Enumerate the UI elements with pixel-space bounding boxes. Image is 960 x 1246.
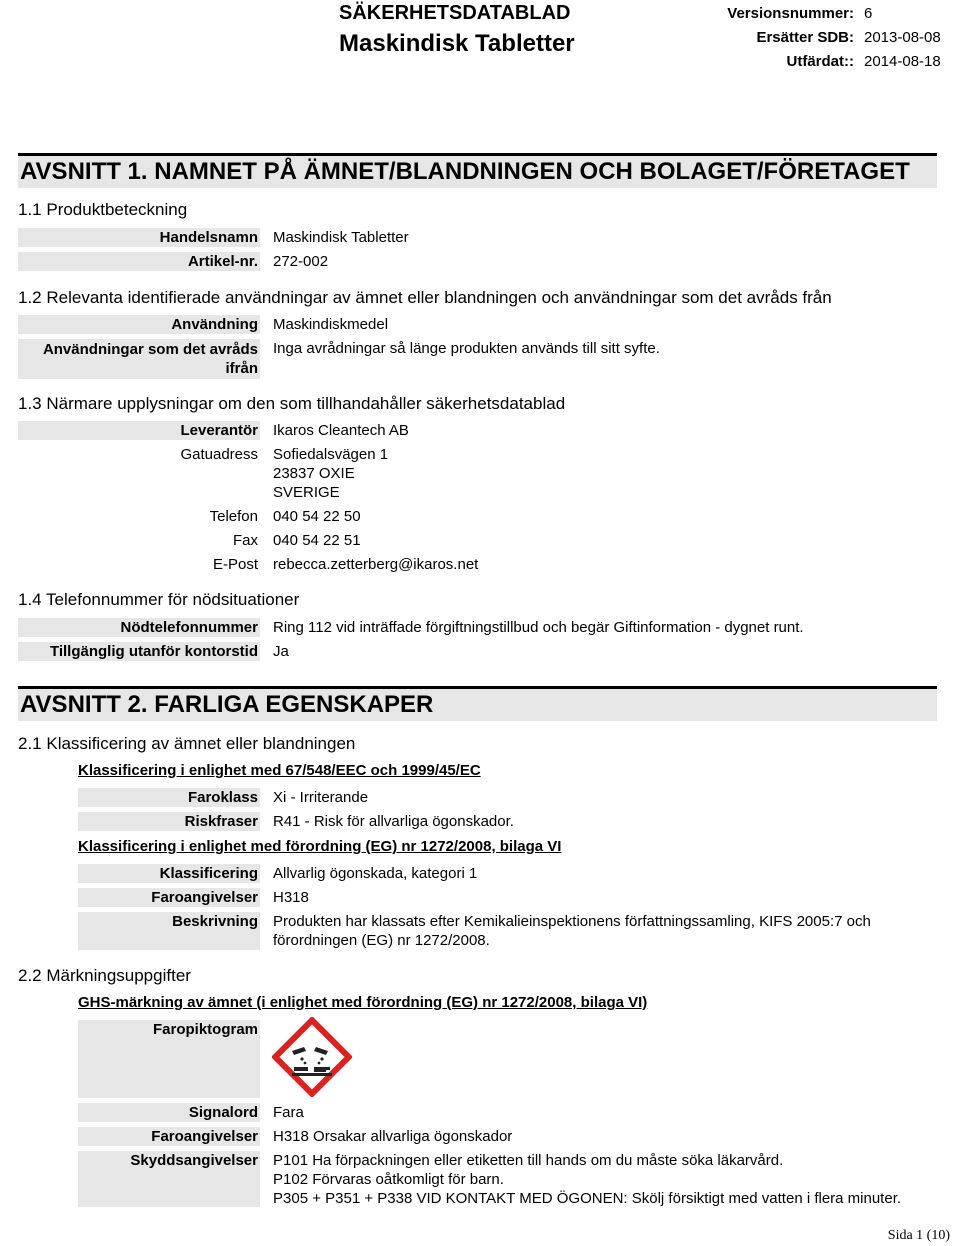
- row-fax: [18, 531, 937, 550]
- version-label: Versionsnummer:: [727, 5, 854, 22]
- document-type: SÄKERHETSDATABLAD: [339, 2, 571, 24]
- row-gatuadress: [18, 445, 937, 502]
- row-tillganglig: [18, 642, 937, 661]
- epost-value: rebecca.zetterberg@ikaros.net: [273, 556, 479, 573]
- subsection-2-2: 2.2 Märkningsuppgifter: [18, 966, 191, 985]
- subsection-1-4: 1.4 Telefonnummer för nödsituationer: [18, 590, 300, 609]
- telefon-value: 040 54 22 50: [273, 508, 361, 525]
- section-2-title: AVSNITT 2. FARLIGA EGENSKAPER: [18, 686, 937, 721]
- tillganglig-value: Ja: [273, 643, 289, 660]
- beskrivning-label: Beskrivning: [78, 912, 260, 950]
- avrads-value: Inga avrådningar så länge produkten används till sitt syfte.: [273, 340, 660, 357]
- signalord-label: Signalord: [78, 1103, 260, 1122]
- tillganglig-label: Tillgänglig utanför kontorstid: [18, 642, 260, 661]
- riskfraser-label: Riskfraser: [78, 812, 260, 831]
- artikel-label: Artikel-nr.: [18, 252, 260, 271]
- replaces-value: 2013-08-08: [864, 29, 941, 46]
- avrads-label-line2: ifrån: [225, 360, 258, 377]
- ghs05-corrosion-icon: [272, 1017, 352, 1097]
- row-nodtelefon: [18, 618, 937, 637]
- gatuadress-line3: SVERIGE: [273, 484, 340, 501]
- row-telefon: [18, 507, 937, 526]
- riskfraser-value: R41 - Risk för allvarliga ögonskador.: [273, 813, 514, 830]
- gatuadress-line1: Sofiedalsvägen 1: [273, 446, 389, 463]
- anvandning-value: Maskindiskmedel: [273, 316, 389, 333]
- faroklass-label: Faroklass: [78, 788, 260, 807]
- skyddsangivelser-label: Skyddsangivelser: [78, 1151, 260, 1207]
- handelsnamn-value: Maskindisk Tabletter: [273, 229, 409, 246]
- row-riskfraser: [18, 812, 937, 831]
- header-meta: [727, 2, 944, 74]
- row-faroangivelser: [18, 888, 937, 907]
- row-epost: [18, 555, 937, 574]
- version-value: 6: [864, 5, 873, 22]
- row-artikel: [18, 252, 937, 271]
- row-klassificering: [18, 864, 937, 883]
- row-anvandning: [18, 315, 937, 334]
- issued-value: 2014-08-18: [864, 53, 941, 70]
- product-title: Maskindisk Tabletter: [339, 30, 575, 57]
- signalord-value: Fara: [273, 1104, 304, 1121]
- artikel-value: 272-002: [273, 253, 329, 270]
- telefon-label: Telefon: [209, 508, 258, 525]
- leverantor-value: Ikaros Cleantech AB: [273, 422, 409, 439]
- beskrivning-line1: Produkten har klassats efter Kemikalieinspektionens författningssamling, KIFS 2005:7 och: [273, 913, 871, 930]
- beskrivning-value: [260, 912, 871, 950]
- klassificering-value: Allvarlig ögonskada, kategori 1: [273, 865, 478, 882]
- fax-value: 040 54 22 51: [273, 532, 361, 549]
- row-avrads: [18, 339, 937, 379]
- subsection-1-2: 1.2 Relevanta identifierade användningar av ämnet eller blandningen och användningar som det avråds från: [18, 288, 832, 307]
- row-faroklass: [18, 788, 937, 807]
- faroangivelser-value: H318: [273, 889, 309, 906]
- section-1-title: AVSNITT 1. NAMNET PÅ ÄMNET/BLANDNINGEN OCH BOLAGET/FÖRETAGET: [18, 153, 937, 188]
- row-faroangivelser-2: [18, 1127, 937, 1146]
- klassificering-label: Klassificering: [78, 864, 260, 883]
- subsection-1-3: 1.3 Närmare upplysningar om den som tillhandahåller säkerhetsdatablad: [18, 394, 566, 413]
- beskrivning-line2: förordningen (EG) nr 1272/2008.: [273, 932, 490, 949]
- gatuadress-line2: 23837 OXIE: [273, 465, 355, 482]
- avrads-label: [18, 339, 260, 379]
- subsection-2-1: 2.1 Klassificering av ämnet eller blandningen: [18, 734, 356, 753]
- faroklass-value: Xi - Irriterande: [273, 789, 369, 806]
- row-leverantor: [18, 421, 937, 440]
- fax-label: Fax: [232, 532, 258, 549]
- skyddsangivelser-line2: P102 Förvaras oåtkomligt för barn.: [273, 1171, 504, 1188]
- faroangivelser-label: Faroangivelser: [78, 888, 260, 907]
- faropiktogram-label: Faropiktogram: [78, 1020, 260, 1098]
- row-handelsnamn: [18, 228, 937, 247]
- faroangivelser-2-label: Faroangivelser: [78, 1127, 260, 1146]
- row-skyddsangivelser: [18, 1151, 937, 1208]
- row-signalord: [18, 1103, 937, 1122]
- handelsnamn-label: Handelsnamn: [18, 228, 260, 247]
- skyddsangivelser-line3: P305 + P351 + P338 VID KONTAKT MED ÖGONEN: Skölj försiktigt med vatten i flera minuter.: [273, 1190, 902, 1207]
- skyddsangivelser-line1: P101 Ha förpackningen eller etiketten till hands om du måste söka läkarvård.: [273, 1152, 784, 1169]
- issued-label: Utfärdat::: [786, 53, 854, 70]
- gatuadress-label: Gatuadress: [180, 446, 258, 463]
- skyddsangivelser-value: [260, 1151, 901, 1208]
- epost-label: E-Post: [212, 556, 258, 573]
- classification-heading-1272: Klassificering i enlighet med förordning (EG) nr 1272/2008, bilaga VI: [78, 838, 562, 855]
- subsection-1-1: 1.1 Produktbeteckning: [18, 200, 188, 219]
- avrads-label-line1: Användningar som det avråds: [42, 341, 258, 358]
- gatuadress-value: [260, 445, 388, 502]
- row-faropiktogram: [18, 1020, 937, 1098]
- ghs-heading: GHS-märkning av ämnet (i enlighet med förordning (EG) nr 1272/2008, bilaga VI): [78, 994, 648, 1011]
- classification-heading-67-548: Klassificering i enlighet med 67/548/EEC och 1999/45/EC: [78, 762, 481, 779]
- leverantor-label: Leverantör: [18, 421, 260, 440]
- page-number: Sida 1 (10): [887, 1228, 950, 1243]
- nodtelefon-label: Nödtelefonnummer: [18, 618, 260, 637]
- replaces-label: Ersätter SDB:: [756, 29, 854, 46]
- row-beskrivning: [18, 912, 937, 950]
- faroangivelser-2-value: H318 Orsakar allvarliga ögonskador: [273, 1128, 513, 1145]
- nodtelefon-value: Ring 112 vid inträffade förgiftningstillbud och begär Giftinformation - dygnet runt.: [273, 619, 804, 636]
- anvandning-label: Användning: [18, 315, 260, 334]
